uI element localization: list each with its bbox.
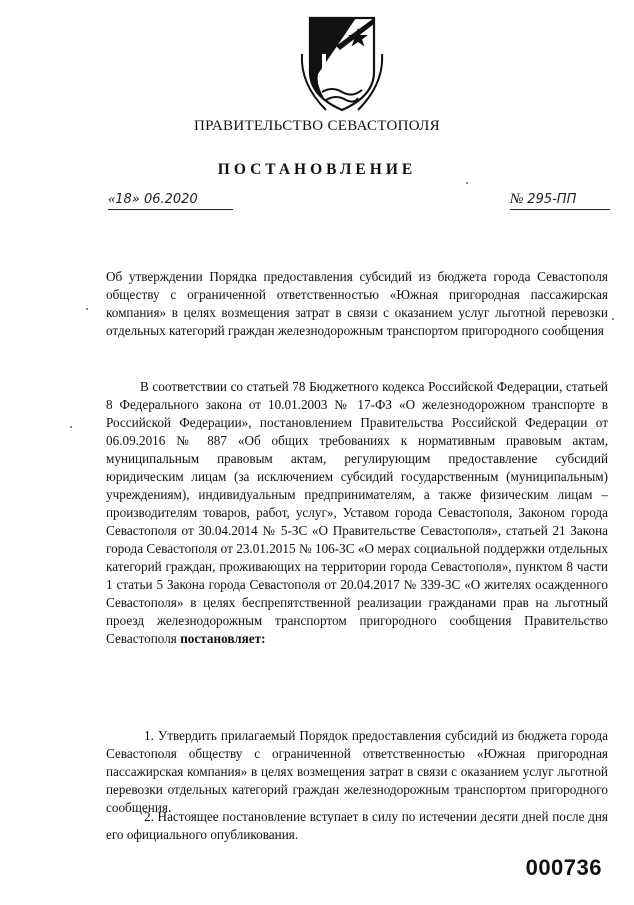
document-preamble bbox=[106, 378, 608, 648]
item-2-text: 2. Настоящее постановление вступает в силу по истечении десяти дней после дня его официального опубликования. bbox=[106, 809, 608, 842]
document-date bbox=[108, 190, 233, 210]
serial-number: 000736 bbox=[525, 855, 602, 880]
item-1-text: 1. Утвердить прилагаемый Порядок предоставления субсидий из бюджета города Севастополя обществу с ограниченной ответственностью «Южная пригородная пассажирская компания» в целях возмещения затрат в связи с оказанием услуг льготной перевозки отдельных категорий граждан железнодорожным транспортом пригородного сообщения. bbox=[106, 728, 608, 815]
decree-word: постановляет: bbox=[180, 631, 266, 646]
scan-speck bbox=[86, 308, 88, 310]
document-number bbox=[510, 190, 610, 210]
document-subject: Об утверждении Порядка предоставления субсидий из бюджета города Севастополя обществу с ограниченной ответственностью «Южная пригородная пассажирская компания» в целях возмещения затрат в связи с оказанием услуг льготной перевозки отдельных категорий граждан железнодорожным транспортом пригородного сообщения bbox=[106, 269, 608, 338]
government-title: ПРАВИТЕЛЬСТВО СЕВАСТОПОЛЯ bbox=[194, 118, 440, 134]
sevastopol-coat-of-arms-icon bbox=[296, 14, 388, 114]
date-day: 18 bbox=[115, 192, 132, 207]
date-open-quote: « bbox=[108, 191, 116, 207]
document-type-heading: ПОСТАНОВЛЕНИЕ bbox=[217, 161, 417, 178]
scan-speck bbox=[612, 318, 614, 320]
decree-item-2 bbox=[106, 808, 608, 844]
preamble-text: В соответствии со статьей 78 Бюджетного кодекса Российской Федерации, статьей 8 Федерального закона от 10.01.2003 № 17-ФЗ «О железнодорожном транспорте в Российской Федерации», постановлением Правительства Российской Федерации от 06.09.2016 № 887 «Об общих требованиях к нормативным правовым актам, муниципальным правовым актам, регулирующим предоставление субсидий юридическим лицам (за исключением субсидий государственным (муниципальным) учреждениям), индивидуальным предпринимателям, а также физическим лицам – производителям товаров, работ, услуг», Уставом города Севастополя, Законом города Севастополя от 30.04.2014 № 5-ЗС «О Правительстве Севастополя», статьей 21 Закона города Севастополя от 23.01.2015 № 106-ЗС «О мерах социальной поддержки отдельных категорий граждан, проживающих на территории города Севастополя», пунктом 8 части 1 статьи 5 Закона города Севастополя от 20.04.2017 № 339-ЗС «О жителях осажденного Севастополя» в целях беспрепятственной реализации гражданами прав на льготный проезд железнодорожным транспортом пригородного сообщения Правительство Севастополя bbox=[106, 379, 608, 646]
scan-speck bbox=[70, 426, 72, 428]
number-sign: № bbox=[510, 191, 528, 207]
number-value: 295-ПП bbox=[527, 192, 577, 207]
scan-speck bbox=[466, 182, 468, 184]
decree-item-1 bbox=[106, 727, 608, 817]
date-month-year: » 06.2020 bbox=[131, 192, 198, 207]
